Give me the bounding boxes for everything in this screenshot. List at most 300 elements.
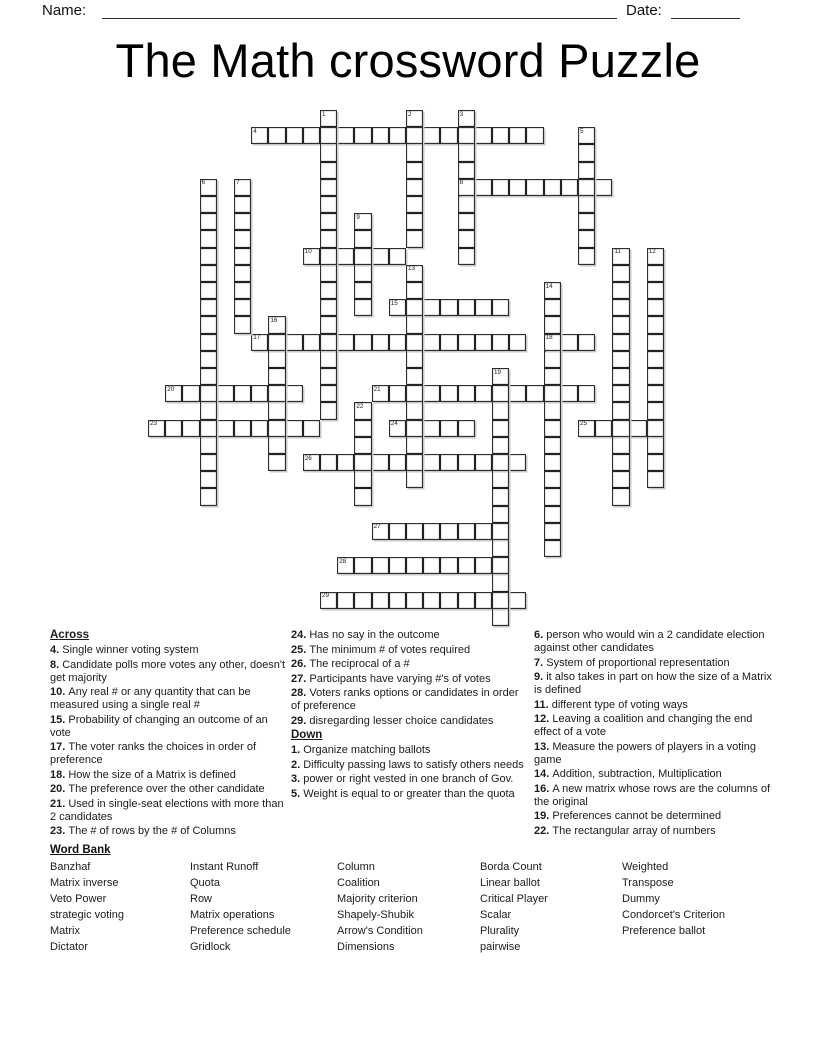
grid-cell[interactable] [217,420,234,437]
grid-cell[interactable] [389,334,406,351]
grid-cell[interactable] [440,299,457,316]
grid-cell[interactable] [200,471,217,488]
grid-cell[interactable] [320,213,337,230]
cell-number-14: 14 [545,282,553,290]
grid-cell[interactable] [200,179,217,196]
date-input-line[interactable] [671,0,740,19]
grid-cell[interactable] [406,454,423,471]
grid-cell[interactable] [544,471,561,488]
grid-cell[interactable] [458,213,475,230]
grid-cell[interactable] [475,127,492,144]
grid-cell[interactable] [492,299,509,316]
grid-cell[interactable] [251,334,268,351]
grid-cell[interactable] [165,420,182,437]
grid-cell[interactable] [200,334,217,351]
grid-cell[interactable] [492,592,509,609]
grid-cell[interactable] [268,351,285,368]
grid-cell[interactable] [406,385,423,402]
grid-cell[interactable] [458,299,475,316]
grid-cell[interactable] [475,523,492,540]
grid-cell[interactable] [200,368,217,385]
grid-cell[interactable] [612,316,629,333]
grid-cell[interactable] [251,420,268,437]
grid-cell[interactable] [389,557,406,574]
grid-cell[interactable] [458,334,475,351]
grid-cell[interactable] [647,437,664,454]
grid-cell[interactable] [458,523,475,540]
grid-cell[interactable] [406,592,423,609]
grid-cell[interactable] [406,299,423,316]
name-input-line[interactable] [102,0,617,19]
grid-cell[interactable] [647,471,664,488]
grid-cell[interactable] [354,471,371,488]
grid-cell[interactable] [217,385,234,402]
across-clue-25 [291,644,528,657]
grid-cell[interactable] [354,248,371,265]
grid-cell[interactable] [406,230,423,247]
grid-cell[interactable] [389,523,406,540]
grid-cell[interactable] [251,127,268,144]
grid-cell[interactable] [509,127,526,144]
grid-cell[interactable] [544,523,561,540]
grid-cell[interactable] [440,454,457,471]
grid-cell[interactable] [526,127,543,144]
grid-cell[interactable] [647,248,664,265]
grid-cell[interactable] [268,454,285,471]
word-bank-item: Borda Count [480,861,542,873]
grid-cell[interactable] [492,454,509,471]
grid-cell[interactable] [337,248,354,265]
grid-cell[interactable] [647,454,664,471]
date-label: Date: [626,2,662,19]
grid-cell[interactable] [303,454,320,471]
grid-cell[interactable] [647,402,664,419]
grid-cell[interactable] [234,385,251,402]
grid-cell[interactable] [354,230,371,247]
grid-cell[interactable] [337,592,354,609]
grid-cell[interactable] [612,420,629,437]
word-bank-item: Column [337,861,375,873]
grid-cell[interactable] [320,179,337,196]
grid-cell[interactable] [200,196,217,213]
clue-number: 8. [50,658,63,671]
grid-cell[interactable] [509,385,526,402]
grid-cell[interactable] [320,299,337,316]
grid-cell[interactable] [234,316,251,333]
grid-cell[interactable] [337,334,354,351]
grid-cell[interactable] [475,592,492,609]
grid-cell[interactable] [423,592,440,609]
grid-cell[interactable] [509,592,526,609]
grid-cell[interactable] [234,282,251,299]
grid-cell[interactable] [647,282,664,299]
grid-cell[interactable] [647,334,664,351]
grid-cell[interactable] [526,385,543,402]
grid-cell[interactable] [612,437,629,454]
grid-cell[interactable] [647,316,664,333]
across-clue-23 [50,825,287,838]
grid-cell[interactable] [509,454,526,471]
grid-cell[interactable] [423,299,440,316]
grid-cell[interactable] [268,385,285,402]
grid-cell[interactable] [268,368,285,385]
grid-cell[interactable] [320,592,337,609]
grid-cell[interactable] [440,385,457,402]
grid-cell[interactable] [458,248,475,265]
grid-cell[interactable] [492,334,509,351]
grid-cell[interactable] [647,368,664,385]
grid-cell[interactable] [320,282,337,299]
grid-cell[interactable] [406,316,423,333]
grid-cell[interactable] [406,213,423,230]
grid-cell[interactable] [268,127,285,144]
grid-cell[interactable] [320,127,337,144]
grid-cell[interactable] [303,127,320,144]
grid-cell[interactable] [406,420,423,437]
grid-cell[interactable] [578,127,595,144]
grid-cell[interactable] [286,385,303,402]
grid-cell[interactable] [234,179,251,196]
grid-cell[interactable] [320,385,337,402]
grid-cell[interactable] [234,420,251,437]
grid-cell[interactable] [612,265,629,282]
grid-cell[interactable] [389,385,406,402]
grid-cell[interactable] [423,334,440,351]
grid-cell[interactable] [492,402,509,419]
grid-cell[interactable] [389,592,406,609]
grid-cell[interactable] [268,402,285,419]
grid-cell[interactable] [234,248,251,265]
grid-cell[interactable] [286,420,303,437]
grid-cell[interactable] [268,316,285,333]
grid-cell[interactable] [337,557,354,574]
cell-number-15: 15 [390,299,398,307]
grid-cell[interactable] [492,557,509,574]
grid-cell[interactable] [354,299,371,316]
grid-cell[interactable] [389,454,406,471]
grid-cell[interactable] [200,402,217,419]
grid-cell[interactable] [354,437,371,454]
grid-cell[interactable] [406,402,423,419]
grid-cell[interactable] [578,420,595,437]
grid-cell[interactable] [182,420,199,437]
grid-cell[interactable] [544,385,561,402]
grid-cell[interactable] [372,592,389,609]
grid-cell[interactable] [578,144,595,161]
grid-cell[interactable] [544,368,561,385]
grid-cell[interactable] [612,351,629,368]
grid-cell[interactable] [492,179,509,196]
grid-cell[interactable] [595,179,612,196]
grid-cell[interactable] [440,557,457,574]
down-clue-13 [534,741,782,767]
grid-cell[interactable] [612,454,629,471]
grid-cell[interactable] [406,368,423,385]
grid-cell[interactable] [544,437,561,454]
grid-cell[interactable] [492,506,509,523]
grid-cell[interactable] [612,299,629,316]
grid-cell[interactable] [406,110,423,127]
grid-cell[interactable] [647,265,664,282]
grid-cell[interactable] [440,523,457,540]
grid-cell[interactable] [544,506,561,523]
grid-cell[interactable] [492,488,509,505]
grid-cell[interactable] [234,213,251,230]
grid-cell[interactable] [647,351,664,368]
cell-number-2: 2 [408,110,412,118]
grid-cell[interactable] [544,282,561,299]
grid-cell[interactable] [320,265,337,282]
grid-cell[interactable] [200,230,217,247]
grid-cell[interactable] [320,144,337,161]
grid-cell[interactable] [612,248,629,265]
grid-cell[interactable] [578,248,595,265]
grid-cell[interactable] [406,265,423,282]
grid-cell[interactable] [200,454,217,471]
grid-cell[interactable] [544,351,561,368]
grid-cell[interactable] [354,420,371,437]
grid-cell[interactable] [578,230,595,247]
grid-cell[interactable] [320,334,337,351]
grid-cell[interactable] [561,385,578,402]
grid-cell[interactable] [320,454,337,471]
grid-cell[interactable] [389,420,406,437]
grid-cell[interactable] [492,609,509,626]
grid-cell[interactable] [492,385,509,402]
grid-cell[interactable] [561,334,578,351]
grid-cell[interactable] [354,454,371,471]
grid-cell[interactable] [354,402,371,419]
grid-cell[interactable] [492,574,509,591]
grid-cell[interactable] [578,162,595,179]
grid-cell[interactable] [458,557,475,574]
grid-cell[interactable] [612,488,629,505]
grid-cell[interactable] [200,488,217,505]
grid-cell[interactable] [200,248,217,265]
grid-cell[interactable] [458,162,475,179]
grid-cell[interactable] [372,557,389,574]
grid-cell[interactable] [612,368,629,385]
grid-cell[interactable] [458,144,475,161]
grid-cell[interactable] [406,437,423,454]
grid-cell[interactable] [372,248,389,265]
grid-cell[interactable] [200,265,217,282]
grid-cell[interactable] [320,162,337,179]
grid-cell[interactable] [458,196,475,213]
grid-cell[interactable] [544,454,561,471]
grid-cell[interactable] [423,385,440,402]
grid-cell[interactable] [475,299,492,316]
grid-cell[interactable] [406,127,423,144]
grid-cell[interactable] [458,385,475,402]
grid-cell[interactable] [165,385,182,402]
cell-number-8: 8 [459,179,464,187]
grid-cell[interactable] [544,299,561,316]
grid-cell[interactable] [354,213,371,230]
grid-cell[interactable] [423,127,440,144]
grid-cell[interactable] [354,265,371,282]
grid-cell[interactable] [509,179,526,196]
grid-cell[interactable] [234,299,251,316]
grid-cell[interactable] [440,420,457,437]
grid-cell[interactable] [234,230,251,247]
grid-cell[interactable] [612,385,629,402]
grid-cell[interactable] [234,265,251,282]
grid-cell[interactable] [544,488,561,505]
grid-cell[interactable] [389,248,406,265]
grid-cell[interactable] [578,385,595,402]
grid-cell[interactable] [320,316,337,333]
grid-cell[interactable] [148,420,165,437]
grid-cell[interactable] [458,127,475,144]
grid-cell[interactable] [286,127,303,144]
grid-cell[interactable] [647,299,664,316]
grid-cell[interactable] [475,385,492,402]
grid-cell[interactable] [200,437,217,454]
grid-cell[interactable] [406,282,423,299]
grid-cell[interactable] [320,230,337,247]
across-clue-27 [291,673,528,686]
grid-cell[interactable] [406,334,423,351]
grid-cell[interactable] [406,557,423,574]
grid-cell[interactable] [234,196,251,213]
grid-cell[interactable] [200,282,217,299]
grid-cell[interactable] [251,385,268,402]
grid-cell[interactable] [200,213,217,230]
clue-number: 7. [534,656,547,669]
grid-cell[interactable] [389,299,406,316]
grid-cell[interactable] [320,110,337,127]
grid-cell[interactable] [406,162,423,179]
grid-cell[interactable] [612,471,629,488]
grid-cell[interactable] [458,230,475,247]
grid-cell[interactable] [372,334,389,351]
grid-cell[interactable] [509,334,526,351]
grid-cell[interactable] [268,334,285,351]
grid-cell[interactable] [475,179,492,196]
grid-cell[interactable] [406,471,423,488]
grid-cell[interactable] [354,488,371,505]
grid-cell[interactable] [544,316,561,333]
grid-cell[interactable] [354,282,371,299]
grid-cell[interactable] [458,592,475,609]
grid-cell[interactable] [320,402,337,419]
word-bank-item: Condorcet's Criterion [622,909,725,921]
grid-cell[interactable] [406,196,423,213]
down-clue-11 [534,699,782,712]
grid-cell[interactable] [578,196,595,213]
clue-text: The voter ranks the choices in order of preference [50,741,257,766]
grid-cell[interactable] [544,402,561,419]
grid-cell[interactable] [458,420,475,437]
grid-cell[interactable] [268,420,285,437]
grid-cell[interactable] [406,351,423,368]
grid-cell[interactable] [492,420,509,437]
grid-cell[interactable] [544,179,561,196]
grid-cell[interactable] [200,316,217,333]
grid-cell[interactable] [492,471,509,488]
grid-cell[interactable] [458,454,475,471]
grid-cell[interactable] [320,248,337,265]
grid-cell[interactable] [372,385,389,402]
grid-cell[interactable] [458,179,475,196]
grid-cell[interactable] [303,420,320,437]
grid-cell[interactable] [475,334,492,351]
grid-cell[interactable] [354,557,371,574]
grid-cell[interactable] [200,299,217,316]
grid-cell[interactable] [578,213,595,230]
grid-cell[interactable] [320,368,337,385]
grid-cell[interactable] [372,454,389,471]
grid-cell[interactable] [595,420,612,437]
grid-cell[interactable] [372,127,389,144]
grid-cell[interactable] [320,196,337,213]
grid-cell[interactable] [647,420,664,437]
grid-cell[interactable] [526,179,543,196]
grid-cell[interactable] [354,334,371,351]
clue-text: Measure the powers of players in a voting game [534,740,756,766]
grid-cell[interactable] [578,179,595,196]
grid-cell[interactable] [200,385,217,402]
grid-cell[interactable] [423,557,440,574]
grid-cell[interactable] [492,437,509,454]
grid-cell[interactable] [544,334,561,351]
grid-cell[interactable] [475,454,492,471]
grid-cell[interactable] [492,368,509,385]
grid-cell[interactable] [406,179,423,196]
grid-cell[interactable] [286,334,303,351]
grid-cell[interactable] [406,144,423,161]
grid-cell[interactable] [544,420,561,437]
grid-cell[interactable] [354,592,371,609]
grid-cell[interactable] [561,179,578,196]
grid-cell[interactable] [440,592,457,609]
grid-cell[interactable] [406,523,423,540]
grid-cell[interactable] [423,454,440,471]
grid-cell[interactable] [320,351,337,368]
grid-cell[interactable] [423,420,440,437]
grid-cell[interactable] [544,540,561,557]
grid-cell[interactable] [492,523,509,540]
grid-cell[interactable] [492,127,509,144]
across-clue-20 [50,783,287,796]
clue-number: 28. [291,687,310,699]
grid-cell[interactable] [372,523,389,540]
grid-cell[interactable] [612,282,629,299]
grid-cell[interactable] [440,127,457,144]
grid-cell[interactable] [630,420,647,437]
grid-cell[interactable] [578,334,595,351]
grid-cell[interactable] [268,437,285,454]
grid-cell[interactable] [612,334,629,351]
grid-cell[interactable] [458,110,475,127]
grid-cell[interactable] [440,334,457,351]
grid-cell[interactable] [492,540,509,557]
grid-cell[interactable] [337,454,354,471]
grid-cell[interactable] [389,127,406,144]
grid-cell[interactable] [303,334,320,351]
grid-cell[interactable] [200,351,217,368]
grid-cell[interactable] [612,402,629,419]
grid-cell[interactable] [200,420,217,437]
grid-cell[interactable] [303,248,320,265]
grid-cell[interactable] [182,385,199,402]
grid-cell[interactable] [475,557,492,574]
grid-cell[interactable] [647,385,664,402]
grid-cell[interactable] [354,127,371,144]
grid-cell[interactable] [337,127,354,144]
grid-cell[interactable] [423,523,440,540]
